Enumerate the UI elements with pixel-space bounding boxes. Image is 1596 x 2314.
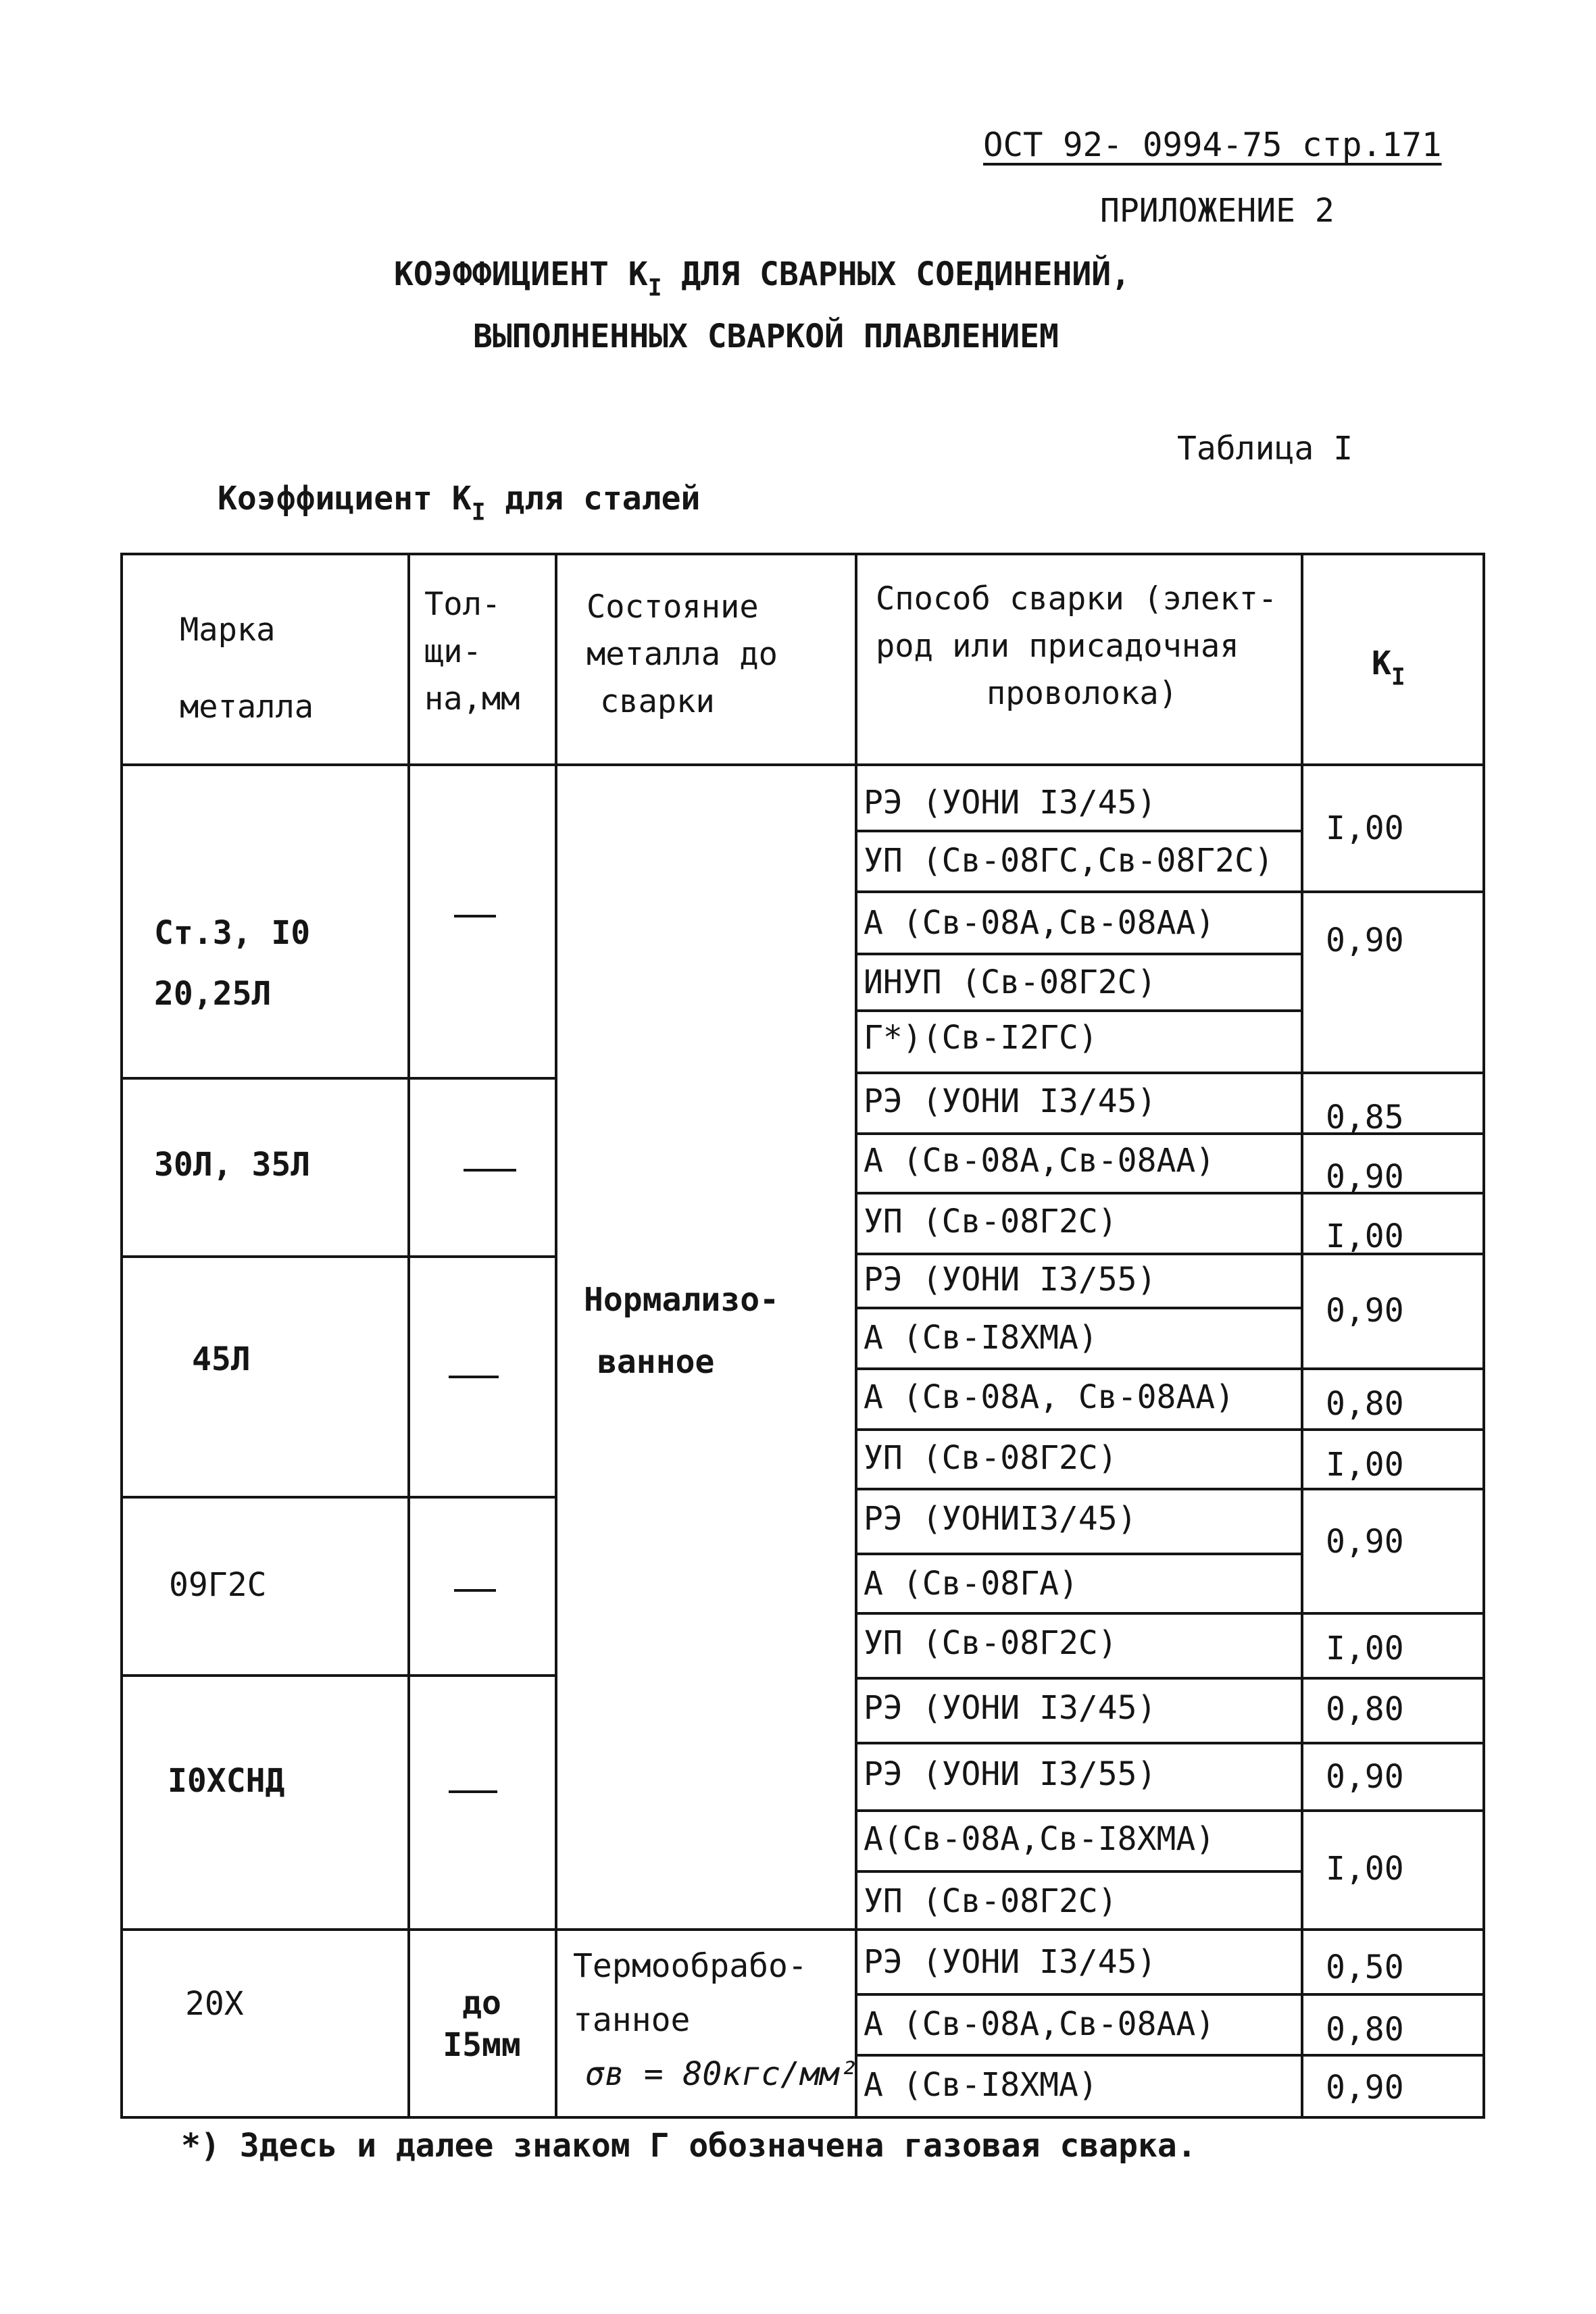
- col-line-3: [855, 553, 857, 2119]
- thickness-dash-5: [449, 1790, 497, 1793]
- method-line-11: [855, 1428, 1485, 1431]
- header-state-line-3: сварки: [600, 683, 715, 720]
- k-value-8: I,00: [1326, 1446, 1404, 1484]
- method-line-2: [855, 890, 1485, 893]
- state-heat-treated: [573, 1939, 859, 2101]
- grade-group-5: I0ХСНД: [168, 1762, 285, 1800]
- method-row-1: РЭ (УОНИ I3/45): [864, 784, 1157, 822]
- page-title-line-2: ВЫПОЛНЕННЫХ СВАРКОЙ ПЛАВЛЕНИЕМ: [473, 318, 1059, 355]
- table-border-right: [1482, 553, 1485, 2119]
- method-line-3: [855, 953, 1302, 955]
- header-thickness-line-1: Тол-: [424, 586, 501, 623]
- method-line-4: [855, 1009, 1302, 1012]
- thickness-group-6-line-1: до: [462, 1984, 501, 2022]
- document-code: ОСТ 92- 0994-75 стр.171: [983, 126, 1442, 164]
- header-method-line-3: проволока): [987, 675, 1178, 712]
- caption-part-b: для сталей: [485, 480, 701, 518]
- method-row-2: УП (Св-08ГС,Св-08Г2С): [864, 842, 1274, 880]
- method-row-14: А (Св-08ГА): [864, 1565, 1078, 1603]
- method-line-13: [855, 1553, 1302, 1555]
- header-method: [876, 576, 1277, 718]
- method-row-15: УП (Св-08Г2С): [864, 1624, 1118, 1662]
- k-value-2: 0,90: [1326, 922, 1404, 959]
- header-method-line-2: род или присадочная: [876, 628, 1239, 665]
- method-line-9: [855, 1307, 1302, 1309]
- grade-group-3: 45Л: [192, 1340, 251, 1378]
- k-value-16: 0,90: [1326, 2069, 1404, 2107]
- title-part-b: ДЛЯ СВАРНЫХ СОЕДИНЕНИЙ,: [662, 255, 1131, 293]
- method-row-13: РЭ (УОНИI3/45): [864, 1500, 1137, 1538]
- thickness-dash-1: [454, 915, 496, 917]
- table-caption: [218, 480, 700, 526]
- state-normalized-line-2: ванное: [597, 1343, 715, 1381]
- method-line-1: [855, 830, 1302, 832]
- method-line-15: [855, 1677, 1485, 1680]
- k-value-9: 0,90: [1326, 1523, 1404, 1561]
- method-row-3: А (Св-08А,Св-08АА): [864, 904, 1216, 942]
- k-value-4: 0,90: [1326, 1158, 1404, 1196]
- header-grade-line-2: металла: [180, 688, 314, 726]
- caption-subscript: I: [471, 499, 486, 526]
- state-heat-treated-line-2: танное: [573, 2001, 691, 2039]
- table-border-bottom: [120, 2116, 1485, 2119]
- method-row-17: РЭ (УОНИ I3/55): [864, 1755, 1157, 1793]
- table-label: Таблица I: [1177, 430, 1353, 468]
- k-value-12: 0,90: [1326, 1758, 1404, 1796]
- header-state-line-2: металла до: [587, 636, 778, 673]
- k-value-11: 0,80: [1326, 1690, 1404, 1728]
- appendix-label: ПРИЛОЖЕНИЕ 2: [1100, 192, 1335, 230]
- header-method-line-1: Способ сварки (элект-: [876, 580, 1278, 618]
- group-line-5: [120, 1928, 1485, 1931]
- method-row-19: УП (Св-08Г2С): [864, 1882, 1118, 1920]
- header-k-sub: I: [1391, 663, 1405, 691]
- thickness-group-6: [418, 1982, 546, 2066]
- grade-group-4: 09Г2С: [169, 1566, 267, 1604]
- header-thickness-line-3: на,мм: [424, 680, 520, 718]
- method-line-20: [855, 2054, 1485, 2057]
- method-line-17: [855, 1809, 1485, 1812]
- title-part-a: КОЭФФИЦИЕНТ К: [394, 255, 648, 293]
- footnote: *) Здесь и далее знаком Г обозначена газовая сварка.: [181, 2127, 1197, 2165]
- method-row-8: УП (Св-08Г2С): [864, 1203, 1118, 1240]
- grade-group-1-line-1: Ст.3, I0: [154, 914, 311, 952]
- method-row-22: А (Св-I8ХМА): [864, 2066, 1098, 2104]
- thickness-dash-4: [454, 1589, 496, 1592]
- method-row-5: Г*)(Св-I2ГС): [864, 1019, 1098, 1057]
- k-value-3: 0,85: [1326, 1099, 1404, 1136]
- header-state: [587, 584, 778, 726]
- group-line-1: [120, 1077, 556, 1080]
- col-line-4: [1301, 553, 1303, 2119]
- grade-group-6: 20Х: [185, 1985, 244, 2023]
- state-normalized-line-1: Нормализо-: [584, 1281, 779, 1319]
- method-line-19: [855, 1993, 1485, 1996]
- header-state-line-1: Состояние: [587, 588, 759, 626]
- k-value-15: 0,80: [1326, 2011, 1404, 2048]
- table-border-top: [120, 553, 1485, 555]
- coefficient-table: [120, 553, 1485, 2119]
- header-grade: [180, 607, 314, 731]
- method-row-16: РЭ (УОНИ I3/45): [864, 1689, 1157, 1727]
- header-thickness: [424, 581, 520, 723]
- method-line-12: [855, 1488, 1485, 1490]
- method-line-10: [855, 1367, 1485, 1370]
- method-row-12: УП (Св-08Г2С): [864, 1439, 1118, 1477]
- state-heat-treated-line-1: Термообрабо-: [573, 1947, 807, 1985]
- k-value-10: I,00: [1326, 1630, 1404, 1667]
- table-border-left: [120, 553, 123, 2119]
- group-line-2: [120, 1255, 556, 1258]
- method-line-14: [855, 1612, 1485, 1615]
- state-normalized: [584, 1269, 779, 1393]
- state-heat-treated-line-3: σв = 80кгс/мм²: [585, 2055, 859, 2093]
- method-line-18: [855, 1870, 1302, 1873]
- thickness-dash-2: [464, 1169, 516, 1172]
- grade-group-2: 30Л, 35Л: [154, 1146, 311, 1184]
- method-row-18: А(Св-08А,Св-I8ХМА): [864, 1820, 1216, 1858]
- method-row-4: ИНУП (Св-08Г2С): [864, 963, 1157, 1001]
- header-grade-line-1: Марка: [180, 611, 276, 649]
- method-row-6: РЭ (УОНИ I3/45): [864, 1082, 1157, 1120]
- k-value-1: I,00: [1326, 809, 1404, 847]
- caption-part-a: Коэффициент К: [218, 480, 472, 518]
- grade-group-1: [154, 903, 310, 1024]
- method-row-21: А (Св-08А,Св-08АА): [864, 2005, 1216, 2043]
- k-value-13: I,00: [1326, 1850, 1404, 1888]
- k-value-6: 0,90: [1326, 1292, 1404, 1330]
- header-line: [120, 763, 1485, 766]
- method-row-7: А (Св-08А,Св-08АА): [864, 1142, 1216, 1180]
- header-thickness-line-2: щи-: [424, 633, 482, 670]
- k-value-14: 0,50: [1326, 1948, 1404, 1986]
- method-row-20: РЭ (УОНИ I3/45): [864, 1943, 1157, 1981]
- method-line-16: [855, 1742, 1485, 1744]
- page-title-line-1: [394, 255, 1130, 302]
- method-row-10: А (Св-I8ХМА): [864, 1319, 1098, 1357]
- thickness-dash-3: [449, 1376, 499, 1378]
- header-k-main: К: [1372, 645, 1391, 682]
- group-line-3: [120, 1496, 556, 1499]
- title-subscript: I: [647, 274, 662, 302]
- thickness-group-6-line-2: I5мм: [443, 2026, 521, 2064]
- k-value-7: 0,80: [1326, 1385, 1404, 1423]
- method-line-5: [855, 1072, 1485, 1074]
- header-k: [1372, 645, 1405, 691]
- method-row-9: РЭ (УОНИ I3/55): [864, 1261, 1157, 1299]
- col-line-1: [407, 553, 410, 2119]
- col-line-2: [555, 553, 557, 2119]
- k-value-5: I,00: [1326, 1217, 1404, 1255]
- group-line-4: [120, 1674, 556, 1677]
- grade-group-1-line-2: 20,25Л: [154, 975, 272, 1013]
- method-row-11: А (Св-08А, Св-08АА): [864, 1378, 1235, 1416]
